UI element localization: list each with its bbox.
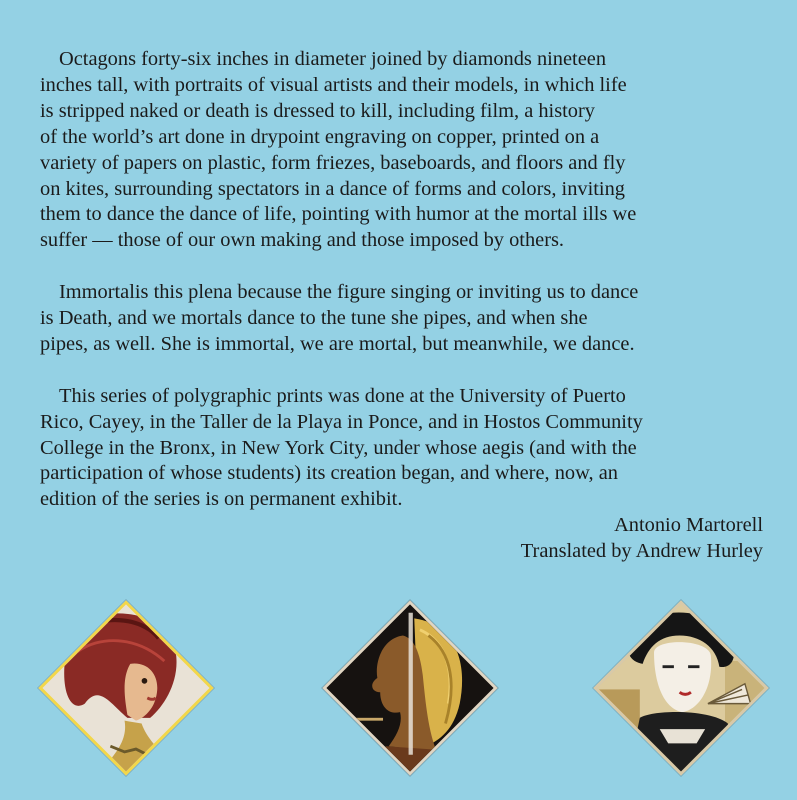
author-signature: Antonio Martorell: [614, 514, 763, 537]
artwork-diamond-1: [38, 600, 213, 775]
artwork-diamond-2: [322, 600, 497, 775]
translator-credit: Translated by Andrew Hurley: [520, 540, 763, 563]
portrait-silhouette-gold-hair: [326, 604, 494, 772]
portrait-woman-red-headdress: [42, 604, 210, 772]
paragraph-3: This series of polygraphic prints was done at the University of Puerto Rico, Cayey, in the Taller de la Playa in Ponce, and in Hostos Community College in the Bronx, in New York City, under whose aegis (and with the participation of whose students) its creation began, and where, now, an edition of the series is on permanent exhibit.: [40, 384, 643, 511]
portrait-kabuki-figure-fan: [597, 604, 765, 772]
paragraph-1: Octagons forty-six inches in diameter joined by diamonds nineteen inches tall, with portraits of visual artists and their models, in which life is stripped naked or death is dressed to kill, including film, a history of the world’s art done in drypoint engraving on copper, printed on a variety of papers on plastic, form friezes, baseboards, and floors and fly on kites, surrounding spectators in a dance of forms and colors, inviting them to dance the dance of life, pointing with humor at the mortal ills we suffer — those of our own making and those imposed by others.: [40, 48, 637, 252]
essay-text: [40, 47, 767, 565]
paragraph-2: Immortalis this plena because the figure singing or inviting us to dance is Death, and we mortals dance to the tune she pipes, and when she pipes, as well. She is immortal, we are mortal, but meanwhile, we dance.: [40, 281, 639, 355]
artwork-diamond-3: [593, 600, 768, 775]
